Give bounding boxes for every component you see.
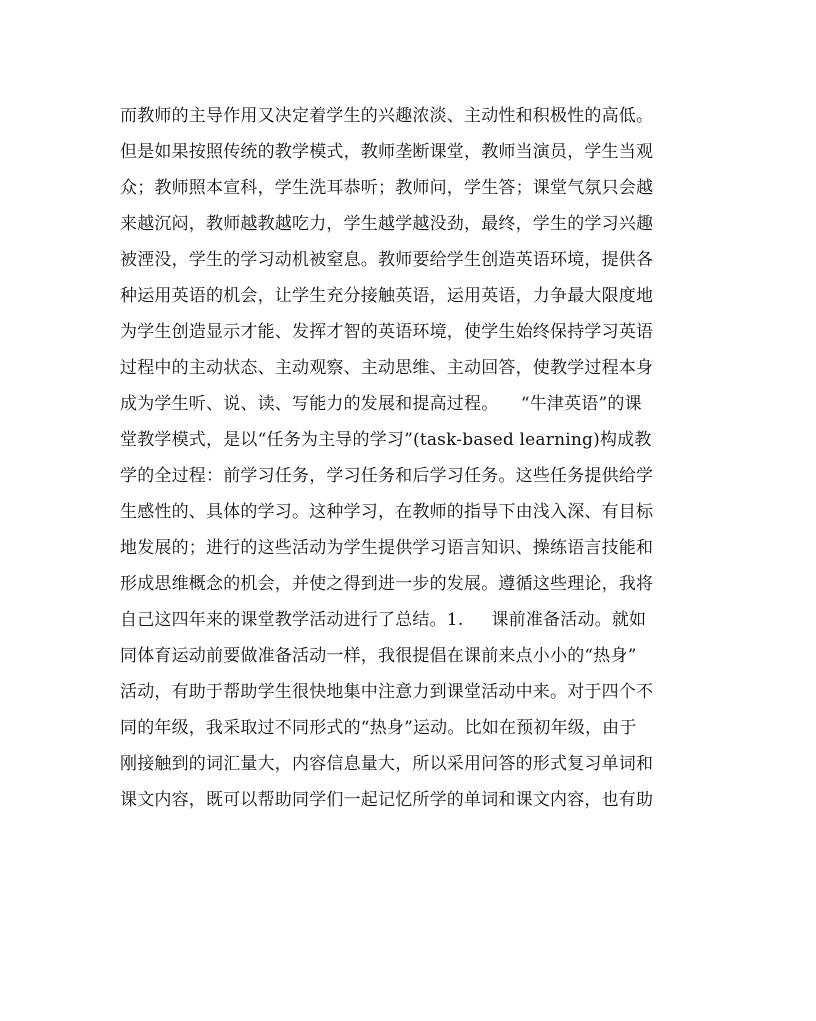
text-line: 课文内容，既可以帮助同学们一起记忆所学的单词和课文内容，也有助	[120, 790, 654, 810]
text-line: 但是如果按照传统的教学模式，教师垄断课堂，教师当演员，学生当观	[120, 142, 654, 162]
text-line: 刚接触到的词汇量大，内容信息量大，所以采用问答的形式复习单词和	[120, 754, 654, 774]
text-line: 形成思维概念的机会，并使之得到进一步的发展。遵循这些理论，我将	[120, 574, 654, 594]
text-line: 种运用英语的机会，让学生充分接触英语，运用英语，力争最大限度地	[120, 286, 654, 306]
text-line: 堂教学模式，是以“任务为主导的学习”(task-based learning)构成教	[120, 430, 652, 450]
text-line: 自己这四年来的课堂教学活动进行了总结。1. 课前准备活动。就如	[120, 610, 647, 630]
text-line: 活动，有助于帮助学生很快地集中注意力到课堂活动中来。对于四个不	[120, 682, 654, 702]
text-line: 为学生创造显示才能、发挥才智的英语环境，使学生始终保持学习英语	[120, 322, 654, 342]
text-line: 被湮没，学生的学习动机被窒息。教师要给学生创造英语环境，提供各	[120, 250, 654, 270]
text-line: 而教师的主导作用又决定着学生的兴趣浓淡、主动性和积极性的高低。	[120, 106, 654, 126]
text-line: 地发展的；进行的这些活动为学生提供学习语言知识、操练语言技能和	[120, 538, 654, 558]
text-line: 来越沉闷，教师越教越吃力，学生越学越没劲，最终，学生的学习兴趣	[120, 214, 654, 234]
body-text	[120, 98, 710, 818]
text-line: 过程中的主动状态、主动观察、主动思维、主动回答，使教学过程本身	[120, 358, 654, 378]
text-line: 学的全过程：前学习任务，学习任务和后学习任务。这些任务提供给学	[120, 466, 654, 486]
text-line: 众；教师照本宣科，学生洗耳恭听；教师问，学生答；课堂气氛只会越	[120, 178, 654, 198]
text-line: 同体育运动前要做准备活动一样，我很提倡在课前来点小小的“热身”	[120, 646, 637, 666]
text-line: 同的年级，我采取过不同形式的“热身”运动。比如在预初年级，由于	[120, 718, 637, 738]
text-line: 成为学生听、说、读、写能力的发展和提高过程。 “牛津英语”的课	[120, 394, 642, 414]
text-line: 生感性的、具体的学习。这种学习，在教师的指导下由浅入深、有目标	[120, 502, 654, 522]
